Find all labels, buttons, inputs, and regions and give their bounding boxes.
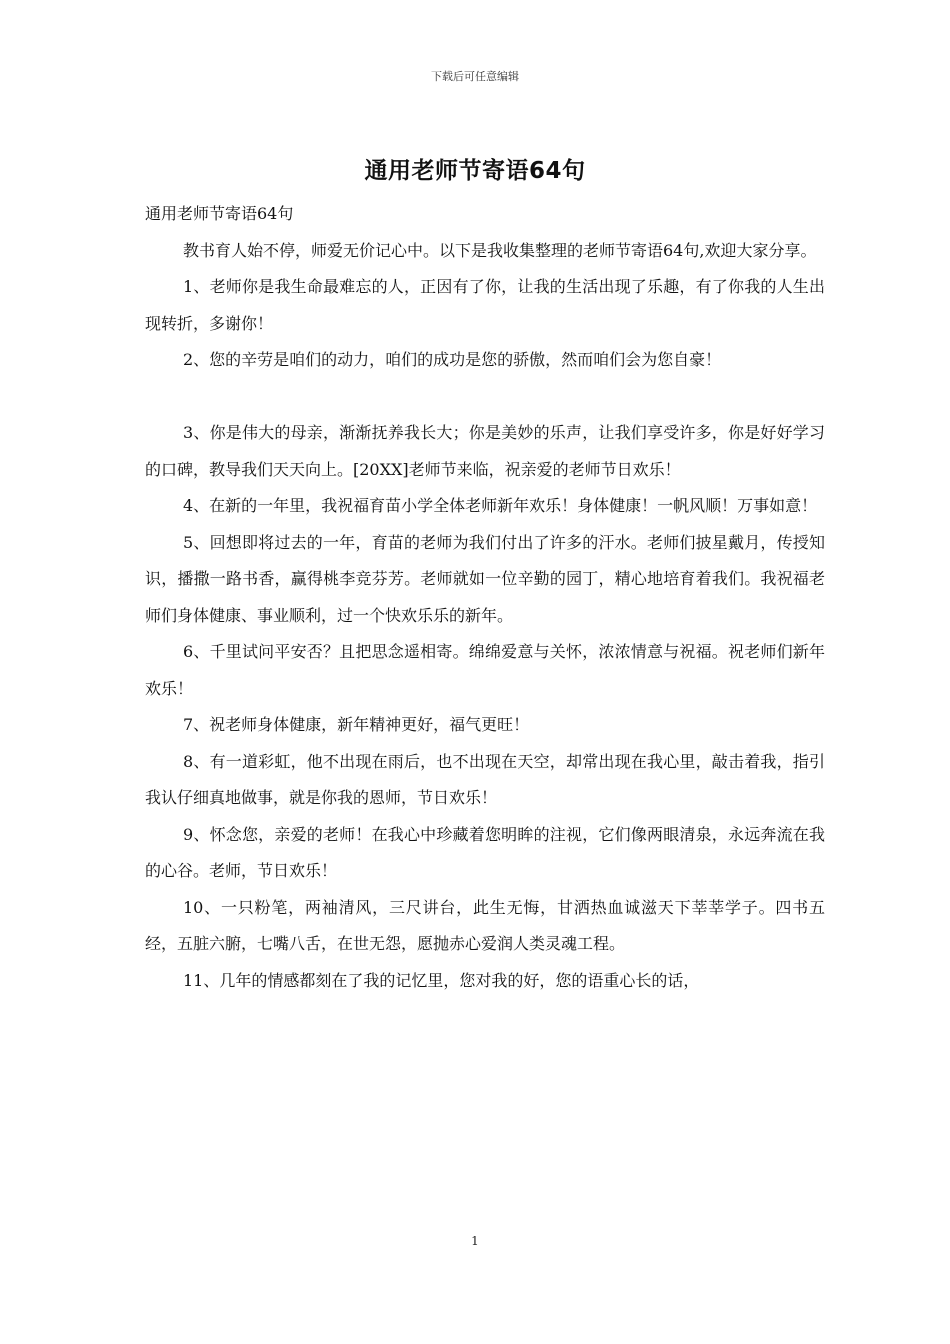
document-body [145,196,825,999]
page-number: 1 [471,1234,479,1248]
blank-line [145,379,825,416]
list-item: 9、怀念您，亲爱的老师！在我心中珍藏着您明眸的注视，它们像两眼清泉，永远奔流在我的心谷。老师，节日欢乐！ [145,824,825,880]
list-item: 6、千里试问平安否？且把思念遥相寄。绵绵爱意与关怀，浓浓情意与祝福。祝老师们新年欢乐！ [145,642,825,698]
list-item: 3、你是伟大的母亲，渐渐抚养我长大；你是美妙的乐声，让我们享受许多，你是好好学习的口碑，教导我们天天向上。[20XX]老师节来临，祝亲爱的老师节日欢乐！ [145,423,825,479]
list-item: 8、有一道彩虹，他不出现在雨后，也不出现在天空，却常出现在我心里，敲击着我，指引我认仔细真地做事，就是你我的恩师，节日欢乐！ [145,751,825,807]
document-subtitle: 通用老师节寄语64句 [145,204,294,223]
header-note: 下载后可任意编辑 [431,70,519,83]
list-item: 1、老师你是我生命最难忘的人，正因有了你，让我的生活出现了乐趣，有了你我的人生出现转折，多谢你！ [145,277,825,333]
list-item: 7、祝老师身体健康，新年精神更好，福气更旺！ [183,715,530,734]
list-item: 10、一只粉笔，两袖清风，三尺讲台，此生无悔，甘洒热血诚滋天下莘莘学子。四书五经，五脏六腑，七嘴八舌，在世无怨，愿抛赤心爱润人类灵魂工程。 [145,897,825,953]
list-item: 11、几年的情感都刻在了我的记忆里，您对我的好，您的语重心长的话， [183,970,700,990]
list-item: 2、您的辛劳是咱们的动力，咱们的成功是您的骄傲，然而咱们会为您自豪！ [183,350,722,369]
document-title: 通用老师节寄语64句 [364,158,586,184]
intro-paragraph: 教书育人始不停，师爱无价记心中。以下是我收集整理的老师节寄语64句,欢迎大家分享。 [183,240,817,260]
list-item: 4、在新的一年里，我祝福育苗小学全体老师新年欢乐！身体健康！一帆风顺！万事如意！ [183,496,818,515]
list-item: 5、回想即将过去的一年，育苗的老师为我们付出了许多的汗水。老师们披星戴月，传授知识，播撒一路书香，赢得桃李竞芬芳。老师就如一位辛勤的园丁，精心地培育着我们。我祝福老师们身体健康、事业顺利，过一个快欢乐乐的新年。 [145,532,825,625]
